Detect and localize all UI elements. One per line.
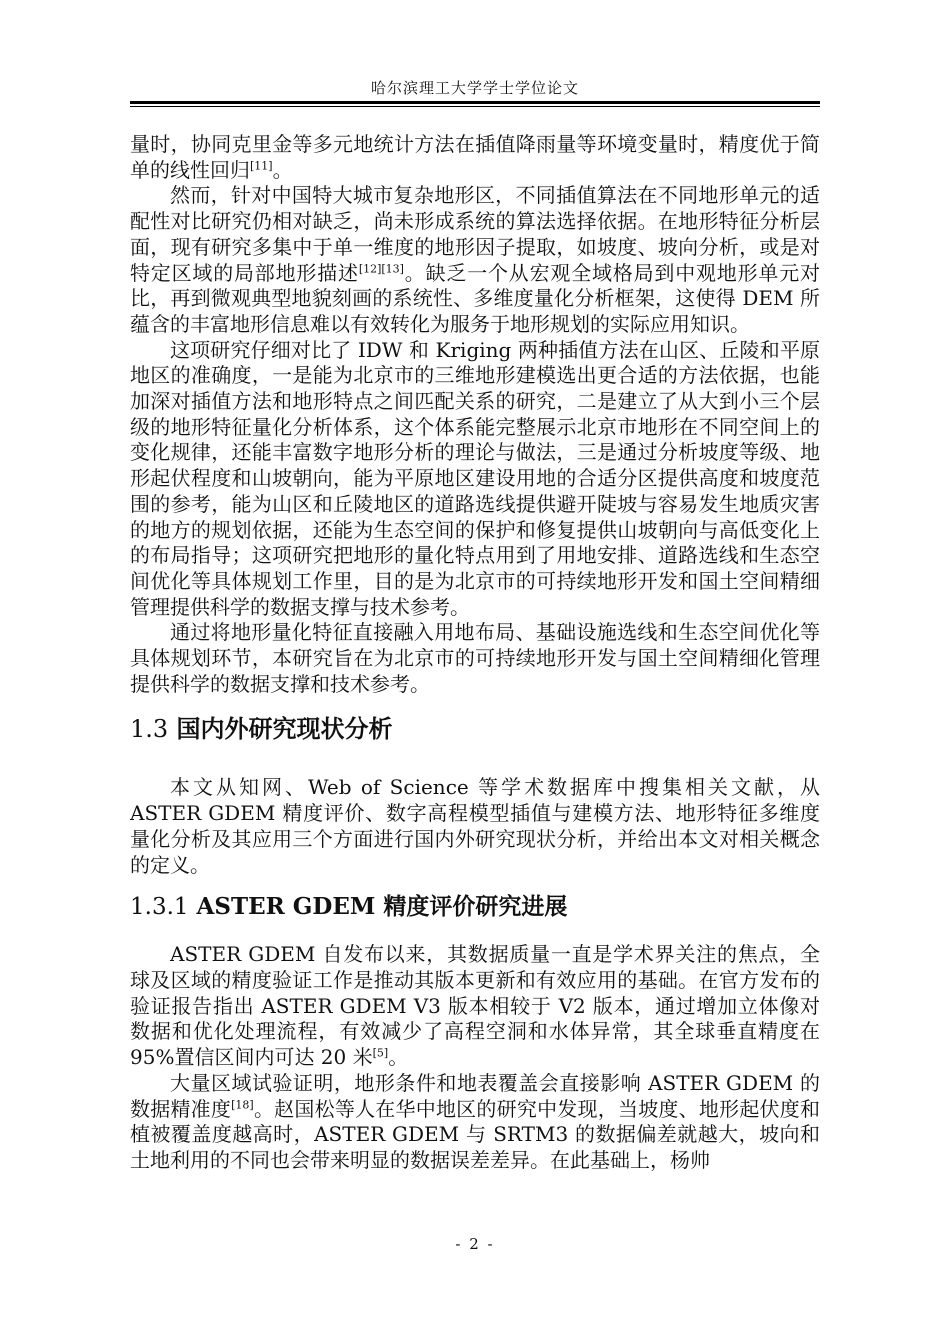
subsection-title: ASTER GDEM 精度评价研究进展 bbox=[196, 893, 568, 921]
paragraph-text: ASTER GDEM 自发布以来，其数据质量一直是学术界关注的焦点，全球及区域的精度验证工作是推动其版本更新和有效应用的基础。在官方发布的验证报告指出 ASTER GDEM V3 版本相较于 V2 版本，通过增加立体像对数据和优化处理流程，有效减少了高程空洞和水体异常，其全球垂直精度在 95%置信区间内可达 20 米 bbox=[130, 942, 820, 1070]
section-title: 国内外研究现状分析 bbox=[176, 714, 393, 744]
section-number: 1.3 bbox=[130, 715, 169, 744]
page-number: - 2 - bbox=[455, 1235, 495, 1253]
page-body bbox=[130, 132, 820, 1174]
running-header: 哈尔滨理工大学学士学位论文 bbox=[370, 79, 579, 97]
subsection-heading bbox=[130, 892, 820, 922]
paragraph-text: 。 bbox=[388, 1045, 409, 1070]
citation: [5] bbox=[372, 1046, 389, 1060]
citation: [18] bbox=[231, 1097, 254, 1111]
paragraph-text: 。 bbox=[272, 157, 293, 182]
paragraph: 本文从知网、Web of Science 等学术数据库中搜集相关文献，从 ASTER GDEM 精度评价、数字高程模型插值与建模方法、地形特征多维度量化分析及其应用三个方面进行国内外研究现状分析，并给出本文对相关概念的定义。 bbox=[130, 775, 820, 877]
paragraph-text: 大量区域试验证明，地形条件和地表覆盖会直接影响 ASTER GDEM 的数据精准度 bbox=[130, 1070, 820, 1121]
section-heading bbox=[130, 713, 820, 745]
paragraph-text: 。赵国松等人在华中地区的研究中发现，当坡度、地形起伏度和植被覆盖度越高时，ASTER GDEM 与 SRTM3 的数据偏差就越大，坡向和土地利用的不同也会带来明显的数据误差差异。在此基础上，杨帅 bbox=[130, 1096, 821, 1172]
paragraph-continued bbox=[130, 132, 820, 183]
paragraph: 通过将地形量化特征直接融入用地布局、基础设施选线和生态空间优化等具体规划环节，本研究旨在为北京市的可持续地形开发与国土空间精细化管理提供科学的数据支撑和技术参考。 bbox=[130, 620, 820, 696]
paragraph-text: 量时，协同克里金等多元地统计方法在插值降雨量等环境变量时，精度优于简单的线性回归 bbox=[130, 132, 820, 182]
paragraph bbox=[130, 1071, 820, 1174]
paragraph-text: 。缺乏一个从宏观全域格局到中观地形单元对比，再到微观典型地貌刻画的系统性、多维度量化分析框架，这使得 DEM 所蕴含的丰富地形信息难以有效转化为服务于地形规划的实际应用知识。 bbox=[130, 260, 821, 336]
paragraph bbox=[130, 942, 820, 1071]
citation: [12][13] bbox=[358, 261, 404, 275]
header-rule-thin bbox=[130, 106, 820, 107]
subsection-number: 1.3.1 bbox=[130, 894, 189, 921]
paragraph: 这项研究仔细对比了 IDW 和 Kriging 两种插值方法在山区、丘陵和平原地区的准确度，一是能为北京市的三维地形建模选出更合适的方法依据，也能加深对插值方法和地形特点之间匹配关系的研究，二是建立了从大到小三个层级的地形特征量化分析体系，这个体系能完整展示北京市地形在不同空间上的变化规律，还能丰富数字地形分析的理论与做法，三是通过分析坡度等级、地形起伏程度和山坡朝向，能为平原地区建设用地的合适分区提供高度和坡度范围的参考，能为山区和丘陵地区的道路选线提供避开陡坡与容易发生地质灾害的地方的规划依据，还能为生态空间的保护和修复提供山坡朝向与高低变化上的布局指导；这项研究把地形的量化特点用到了用地安排、道路选线和生态空间优化等具体规划工作里，目的是为北京市的可持续地形开发和国土空间精细管理提供科学的数据支撑与技术参考。 bbox=[130, 337, 820, 619]
paragraph bbox=[130, 183, 820, 337]
citation: [11] bbox=[250, 159, 273, 173]
header-rule-thick bbox=[130, 101, 820, 104]
paragraph-text: 然而，针对中国特大城市复杂地形区，不同插值算法在不同地形单元的适配性对比研究仍相对缺乏，尚未形成系统的算法选择依据。在地形特征分析层面，现有研究多集中于单一维度的地形因子提取，如坡度、坡向分析，或是对特定区域的局部地形描述 bbox=[130, 183, 820, 285]
